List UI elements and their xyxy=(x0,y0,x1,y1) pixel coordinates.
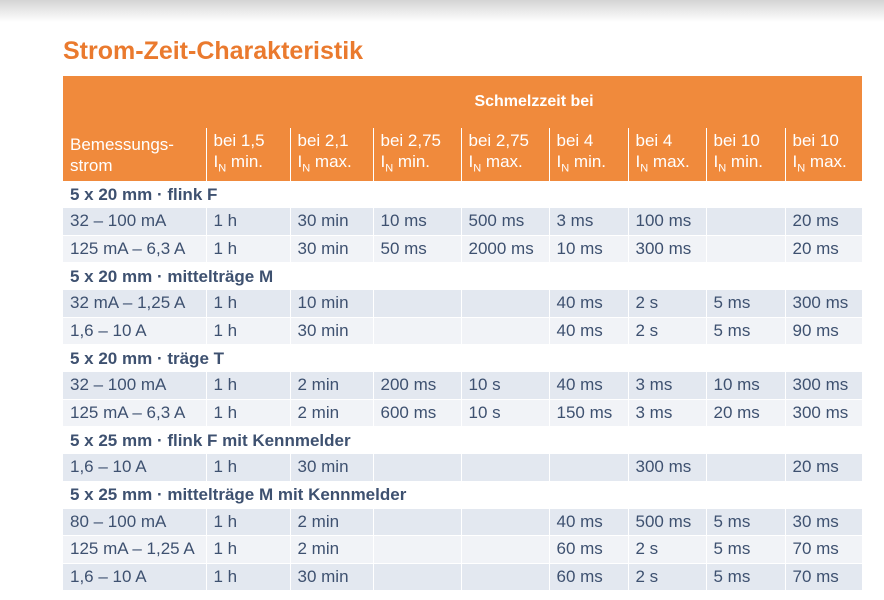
table-row xyxy=(63,235,862,263)
melting-time-cell: 5 ms xyxy=(706,536,785,564)
window-top-bar xyxy=(0,0,884,22)
page-title: Strom-Zeit-Charakteristik xyxy=(63,37,364,65)
column-header-line1: bei 2,75 xyxy=(468,130,529,150)
melting-time-cell: 60 ms xyxy=(549,563,628,591)
current-subscript: N xyxy=(718,162,727,175)
melting-time-cell: 30 min xyxy=(290,454,373,481)
header-melting-time: Schmelzzeit bei xyxy=(206,76,862,128)
melting-time-cell: 2 min xyxy=(290,536,373,564)
melting-time-cell: 20 ms xyxy=(706,399,785,427)
melting-time-cell: 1 h xyxy=(206,536,290,564)
melting-time-cell: 300 ms xyxy=(785,372,862,399)
melting-time-cell xyxy=(373,454,461,481)
current-subscript: N xyxy=(561,162,570,175)
rated-current-cell: 32 – 100 mA xyxy=(63,372,206,399)
limit-suffix: min. xyxy=(226,151,264,171)
table-row xyxy=(63,399,862,427)
melting-time-cell: 10 ms xyxy=(706,372,785,399)
melting-time-cell: 1 h xyxy=(206,208,290,235)
current-symbol: I xyxy=(635,151,641,171)
melting-time-cell: 2 s xyxy=(628,536,706,564)
column-header-3 xyxy=(373,128,461,181)
limit-suffix: min. xyxy=(569,151,607,171)
melting-time-cell: 60 ms xyxy=(549,536,628,564)
current-symbol: I xyxy=(792,151,798,171)
melting-time-cell: 2000 ms xyxy=(461,235,549,263)
group-header-row xyxy=(63,345,862,373)
column-header-line2 xyxy=(469,151,549,179)
column-header-line2 xyxy=(714,151,785,179)
melting-time-cell: 30 min xyxy=(290,208,373,235)
melting-time-cell xyxy=(373,290,461,317)
melting-time-cell xyxy=(373,536,461,564)
column-header-8 xyxy=(785,128,862,181)
column-header-line1: bei 1,5 xyxy=(213,130,265,150)
melting-time-cell: 70 ms xyxy=(785,563,862,591)
melting-time-cell xyxy=(373,563,461,591)
melting-time-cell: 5 ms xyxy=(706,317,785,345)
column-header-row xyxy=(63,128,862,181)
current-subscript: N xyxy=(473,162,482,175)
melting-time-cell xyxy=(461,454,549,481)
melting-time-cell xyxy=(461,290,549,317)
melting-time-cell: 300 ms xyxy=(628,235,706,263)
melting-time-cell xyxy=(549,454,628,481)
melting-time-cell: 70 ms xyxy=(785,536,862,564)
melting-time-cell: 20 ms xyxy=(785,235,862,263)
column-header-line1: bei 10 xyxy=(792,130,839,150)
melting-time-cell: 150 ms xyxy=(549,399,628,427)
melting-time-cell: 90 ms xyxy=(785,317,862,345)
group-title: 5 x 20 mm · flink F xyxy=(63,181,862,208)
melting-time-cell: 10 ms xyxy=(373,208,461,235)
group-title: 5 x 25 mm · flink F mit Kennmelder xyxy=(63,427,862,455)
current-subscript: N xyxy=(218,162,227,175)
table-row xyxy=(63,372,862,399)
rated-current-cell: 125 mA – 1,25 A xyxy=(63,536,206,564)
rated-current-cell: 1,6 – 10 A xyxy=(63,317,206,345)
melting-time-cell: 2 s xyxy=(628,563,706,591)
table-body xyxy=(63,181,862,591)
melting-time-cell: 2 min xyxy=(290,372,373,399)
melting-time-cell: 300 ms xyxy=(785,290,862,317)
column-header-0 xyxy=(63,128,206,181)
current-subscript: N xyxy=(797,162,806,175)
column-header-1 xyxy=(206,128,290,181)
melting-time-cell: 30 min xyxy=(290,317,373,345)
melting-time-cell: 300 ms xyxy=(628,454,706,481)
melting-time-cell: 1 h xyxy=(206,399,290,427)
limit-suffix: max. xyxy=(481,151,523,171)
melting-time-cell: 40 ms xyxy=(549,509,628,536)
melting-time-cell: 1 h xyxy=(206,563,290,591)
melting-time-cell xyxy=(461,317,549,345)
fuse-characteristic-table xyxy=(63,76,862,591)
current-symbol: I xyxy=(556,151,562,171)
group-title: 5 x 20 mm · mittelträge M xyxy=(63,263,862,291)
column-header-line1: bei 4 xyxy=(556,130,594,150)
melting-time-cell: 1 h xyxy=(206,290,290,317)
current-subscript: N xyxy=(302,162,311,175)
current-symbol: I xyxy=(213,151,219,171)
melting-time-cell: 500 ms xyxy=(461,208,549,235)
column-header-line2 xyxy=(381,151,461,179)
table-row xyxy=(63,208,862,235)
melting-time-cell: 20 ms xyxy=(785,454,862,481)
melting-time-cell: 3 ms xyxy=(549,208,628,235)
melting-time-cell xyxy=(461,509,549,536)
melting-time-cell xyxy=(461,563,549,591)
table-row xyxy=(63,290,862,317)
column-header-line2 xyxy=(298,151,373,179)
melting-time-cell: 300 ms xyxy=(785,399,862,427)
table-row xyxy=(63,317,862,345)
melting-time-cell: 30 ms xyxy=(785,509,862,536)
column-header-6 xyxy=(628,128,706,181)
column-header-line1: Bemessungs- xyxy=(70,134,174,154)
melting-time-cell: 1 h xyxy=(206,235,290,263)
melting-time-cell: 2 s xyxy=(628,290,706,317)
melting-time-cell: 1 h xyxy=(206,372,290,399)
melting-time-cell: 40 ms xyxy=(549,372,628,399)
table-row xyxy=(63,509,862,536)
column-header-line1: bei 10 xyxy=(713,130,760,150)
melting-time-cell: 5 ms xyxy=(706,509,785,536)
rated-current-cell: 1,6 – 10 A xyxy=(63,454,206,481)
group-title: 5 x 20 mm · träge T xyxy=(63,345,862,373)
group-header-row xyxy=(63,427,862,455)
rated-current-cell: 80 – 100 mA xyxy=(63,509,206,536)
column-header-line2 xyxy=(557,151,628,179)
melting-time-cell: 100 ms xyxy=(628,208,706,235)
melting-time-cell: 5 ms xyxy=(706,290,785,317)
melting-time-cell: 200 ms xyxy=(373,372,461,399)
melting-time-cell: 500 ms xyxy=(628,509,706,536)
melting-time-cell: 30 min xyxy=(290,235,373,263)
table-row xyxy=(63,536,862,564)
melting-time-cell: 10 s xyxy=(461,399,549,427)
melting-time-cell: 3 ms xyxy=(628,399,706,427)
group-title: 5 x 25 mm · mittelträge M mit Kennmelder xyxy=(63,481,862,509)
limit-suffix: max. xyxy=(648,151,690,171)
melting-time-cell: 2 min xyxy=(290,399,373,427)
melting-time-cell xyxy=(373,317,461,345)
current-symbol: I xyxy=(297,151,303,171)
rated-current-cell: 125 mA – 6,3 A xyxy=(63,399,206,427)
melting-time-cell: 1 h xyxy=(206,509,290,536)
table-row xyxy=(63,454,862,481)
melting-time-cell xyxy=(706,208,785,235)
melting-time-cell: 10 min xyxy=(290,290,373,317)
group-header-row xyxy=(63,181,862,208)
column-header-line2 xyxy=(793,151,863,179)
limit-suffix: max. xyxy=(805,151,847,171)
group-header-row xyxy=(63,481,862,509)
column-header-line2 xyxy=(636,151,706,179)
table-row xyxy=(63,563,862,591)
header-spacer xyxy=(63,76,206,128)
column-header-2 xyxy=(290,128,373,181)
column-header-line1: bei 2,75 xyxy=(380,130,441,150)
current-subscript: N xyxy=(640,162,649,175)
melting-time-cell: 40 ms xyxy=(549,317,628,345)
melting-time-cell: 10 ms xyxy=(549,235,628,263)
melting-time-cell: 30 min xyxy=(290,563,373,591)
melting-time-cell: 2 s xyxy=(628,317,706,345)
melting-time-cell: 2 min xyxy=(290,509,373,536)
melting-time-cell xyxy=(461,536,549,564)
rated-current-cell: 1,6 – 10 A xyxy=(63,563,206,591)
melting-time-cell xyxy=(706,454,785,481)
current-symbol: I xyxy=(468,151,474,171)
current-subscript: N xyxy=(385,162,394,175)
rated-current-cell: 32 – 100 mA xyxy=(63,208,206,235)
limit-suffix: min. xyxy=(393,151,431,171)
melting-time-cell: 20 ms xyxy=(785,208,862,235)
limit-suffix: min. xyxy=(726,151,764,171)
melting-time-cell: 50 ms xyxy=(373,235,461,263)
column-header-line2: strom xyxy=(70,155,113,175)
melting-time-cell xyxy=(373,509,461,536)
column-header-5 xyxy=(549,128,628,181)
melting-time-cell: 1 h xyxy=(206,454,290,481)
column-header-line1: bei 2,1 xyxy=(297,130,349,150)
rated-current-cell: 32 mA – 1,25 A xyxy=(63,290,206,317)
column-header-4 xyxy=(461,128,549,181)
column-header-7 xyxy=(706,128,785,181)
melting-time-cell: 3 ms xyxy=(628,372,706,399)
melting-time-cell: 40 ms xyxy=(549,290,628,317)
current-symbol: I xyxy=(713,151,719,171)
melting-time-cell xyxy=(706,235,785,263)
column-header-line1: bei 4 xyxy=(635,130,673,150)
group-header-row xyxy=(63,263,862,291)
melting-time-cell: 5 ms xyxy=(706,563,785,591)
column-header-line2 xyxy=(214,151,290,179)
melting-time-cell: 1 h xyxy=(206,317,290,345)
rated-current-cell: 125 mA – 6,3 A xyxy=(63,235,206,263)
current-symbol: I xyxy=(380,151,386,171)
limit-suffix: max. xyxy=(310,151,352,171)
melting-time-cell: 600 ms xyxy=(373,399,461,427)
melting-time-cell: 10 s xyxy=(461,372,549,399)
